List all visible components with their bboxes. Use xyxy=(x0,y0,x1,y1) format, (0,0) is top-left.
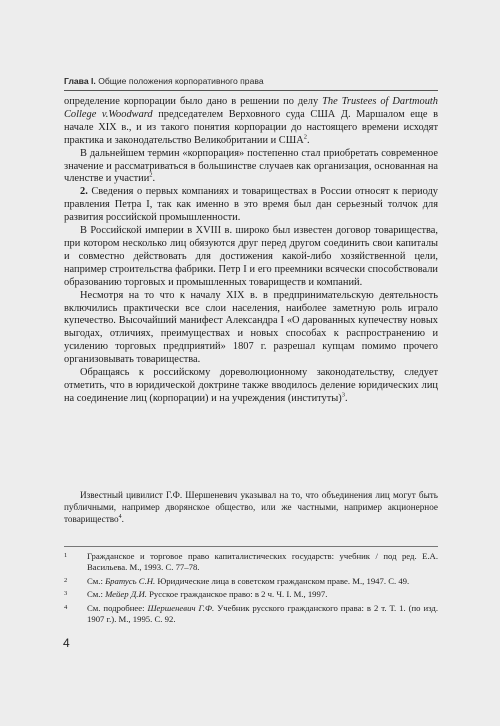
text-span: Обращаясь к российскому дореволюционному законодательству, следует отметить, что в юридической доктрине также вводилось деление юридических лиц на соединение лиц (корпорации) и на учреждения (институты) xyxy=(64,367,438,404)
footnotes xyxy=(64,551,438,627)
footnote-ref: 2 xyxy=(303,133,307,141)
footnote xyxy=(64,589,438,600)
footnote-ref: 2 xyxy=(149,171,153,179)
page-number: 4 xyxy=(63,636,70,650)
paragraph xyxy=(64,225,438,290)
text-span: См.: xyxy=(87,575,106,586)
footnote-number: 2 xyxy=(64,576,68,584)
running-head xyxy=(64,76,444,86)
paragraph xyxy=(64,290,438,367)
paragraph xyxy=(64,186,438,225)
author-name: Братусь С.Н. xyxy=(105,575,156,586)
footnote-ref: 4 xyxy=(118,513,122,520)
footnote xyxy=(64,576,438,587)
text-span: В дальнейшем термин «корпорация» постепенно стал приобретать современное значение и рассматриваться в большинстве случаев как организация, основанная на членстве и участии xyxy=(64,147,438,185)
text-span: . xyxy=(121,513,124,524)
footnote-number: 4 xyxy=(64,603,68,611)
text-span: Несмотря на то что к началу XIX в. в предпринимательскую деятельность включились практически все слои населения, наиболее заметную роль играло купечество. Высочайший манифест Александра I «О дарованных купечеству новых выгодах, отличиях, преимуществах и новых способах к распространению и усилению торговых предприятий» 1807 г. разрешал купцам помимо прочего организовывать товарищества. xyxy=(64,289,438,366)
footnote-rule xyxy=(64,546,438,547)
footnote-number: 3 xyxy=(64,590,68,598)
text-span: В Российской империи в XVIII в. широко был известен договор товарищества, при котором несколько лиц обязуются друг перед другом соединить свои капиталы и совместно действовать для достижения какой-либо хозяйственной цели, например строительства фабрики. Петр I и его преемники всячески способствовали образованию торговых и промышленных товариществ и компаний. xyxy=(64,225,438,288)
text-span: Сведения о первых компаниях и товариществах в России относят к периоду правления Петра I, так как именно в это время был дан серьезный толчок для развития российской промышленности. xyxy=(64,186,438,224)
text-span: . xyxy=(152,173,156,185)
text-span: Русское гражданское право: в 2 ч. Ч. I. М., 1997. xyxy=(146,589,328,600)
text-span: Учебник русского гражданского права: в 2 т. Т. 1. (по изд. 1907 г.). М., 1995. С. 92. xyxy=(87,602,438,625)
footnote-text xyxy=(87,551,438,574)
header-rule xyxy=(64,90,438,91)
text-span: Гражданское и торговое право капиталистических государств: учебник / под ред. Е.А. Васильева. М., 1993. С. 77–78. xyxy=(87,551,438,573)
paragraph xyxy=(64,367,438,406)
section-number: 2. xyxy=(80,186,88,198)
text-span: Известный цивилист Г.Ф. Шершеневич указывал на то, что объединения лиц могут быть публичными, например дворянское общество, или же частными, например акционерное товарищество xyxy=(64,490,438,524)
text-span: председателем Верховного суда США Д. Маршалом еще в начале XIX в., и из такого понятия корпорации до настоящего времени исходят практика и законодательство Великобритании и США xyxy=(64,108,438,146)
text-span: См. подробнее: xyxy=(87,602,148,613)
paragraph xyxy=(64,490,438,525)
quote-block xyxy=(64,490,438,525)
footnote xyxy=(64,551,438,574)
text-span: Юридические лица в советском гражданском праве. М., 1947. С. 49. xyxy=(155,575,410,586)
body-text xyxy=(64,96,438,406)
text-span: См.: xyxy=(87,589,106,600)
paragraph xyxy=(64,96,438,148)
paragraph xyxy=(64,148,438,187)
case-name: The Trustees of Dartmouth College v.Woodward xyxy=(64,96,438,120)
footnote-ref: 3 xyxy=(341,391,345,399)
footnote-text xyxy=(87,603,438,626)
text-span: определение корпорации было дано в решении по делу xyxy=(64,96,323,107)
footnote-number: 1 xyxy=(64,552,68,559)
chapter-label: Глава I. xyxy=(64,76,96,86)
author-name: Шершеневич Г.Ф. xyxy=(147,602,215,613)
footnote xyxy=(64,603,438,626)
text-span: . xyxy=(306,134,310,146)
text-span: . xyxy=(344,392,348,404)
author-name: Мейер Д.И. xyxy=(105,589,147,600)
footnote-text xyxy=(87,589,438,600)
footnote-text xyxy=(87,576,438,587)
chapter-title: Общие положения корпоративного права xyxy=(98,76,264,86)
